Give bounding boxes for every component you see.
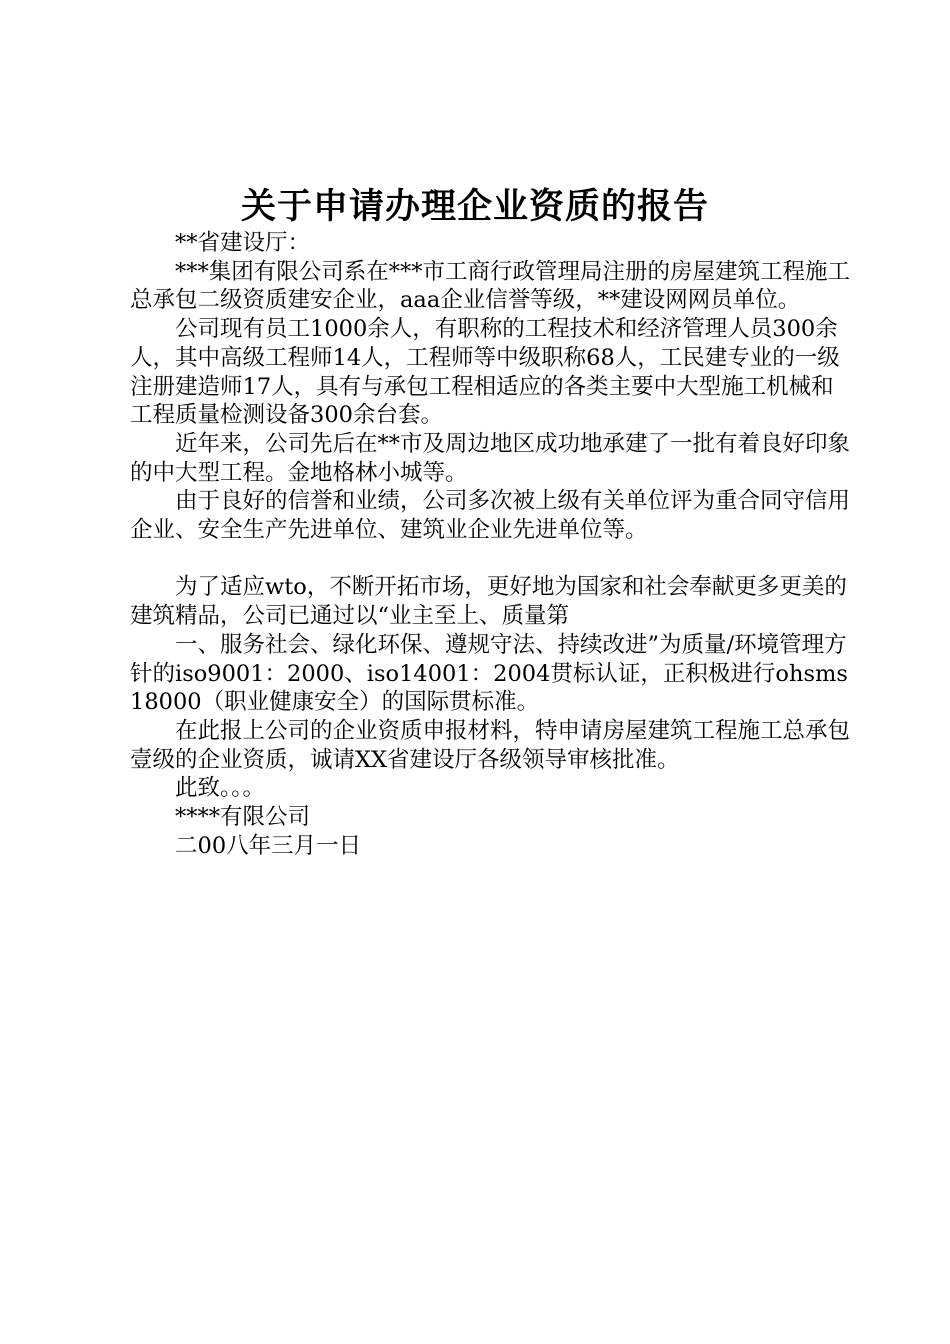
signature-date: 二00八年三月一日 bbox=[175, 832, 362, 859]
paragraph-company-intro: ***集团有限公司系在***市工商行政管理局注册的房屋建筑工程施工总承包二级资质建安企业，aaa企业信誉等级，**建设网网员单位。 bbox=[130, 258, 851, 314]
paragraph-projects: 近年来，公司先后在**市及周边地区成功地承建了一批有着良好印象的中大型工程。金地格林小城等。 bbox=[130, 430, 851, 486]
paragraph-certification: 一、服务社会、绿化环保、遵规守法、持续改进”为质量/环境管理方针的iso9001：2000、iso14001：2004贯标认证，正积极进行ohsms18000（职业健康安全）的国际贯标准。 bbox=[130, 631, 848, 716]
paragraph-wto: 为了适应wto，不断开拓市场，更好地为国家和社会奉献更多更美的建筑精品，公司已通过以“业主至上、质量第 bbox=[130, 574, 847, 630]
document-body bbox=[130, 229, 850, 860]
closing-line: 此致。。。 bbox=[175, 775, 266, 802]
paragraph-spacer bbox=[130, 545, 850, 574]
document-title: 关于申请办理企业资质的报告 bbox=[240, 186, 709, 227]
paragraph-application: 在此报上公司的企业资质申报材料，特申请房屋建筑工程施工总承包壹级的企业资质，诚请XX省建设厅各级领导审核批准。 bbox=[130, 717, 851, 773]
paragraph-staff: 公司现有员工1000余人，有职称的工程技术和经济管理人员300余人，其中高级工程师14人，工程师等中级职称68人，工民建专业的一级注册建造师17人，具有与承包工程相适应的各类主要中大型施工机械和工程质量检测设备300余台套。 bbox=[130, 316, 840, 429]
signature-company: ****有限公司 bbox=[175, 804, 311, 831]
paragraph-honors: 由于良好的信誉和业绩，公司多次被上级有关单位评为重合同守信用企业、安全生产先进单位、建筑业企业先进单位等。 bbox=[130, 488, 851, 544]
salutation: **省建设厅： bbox=[175, 230, 311, 256]
